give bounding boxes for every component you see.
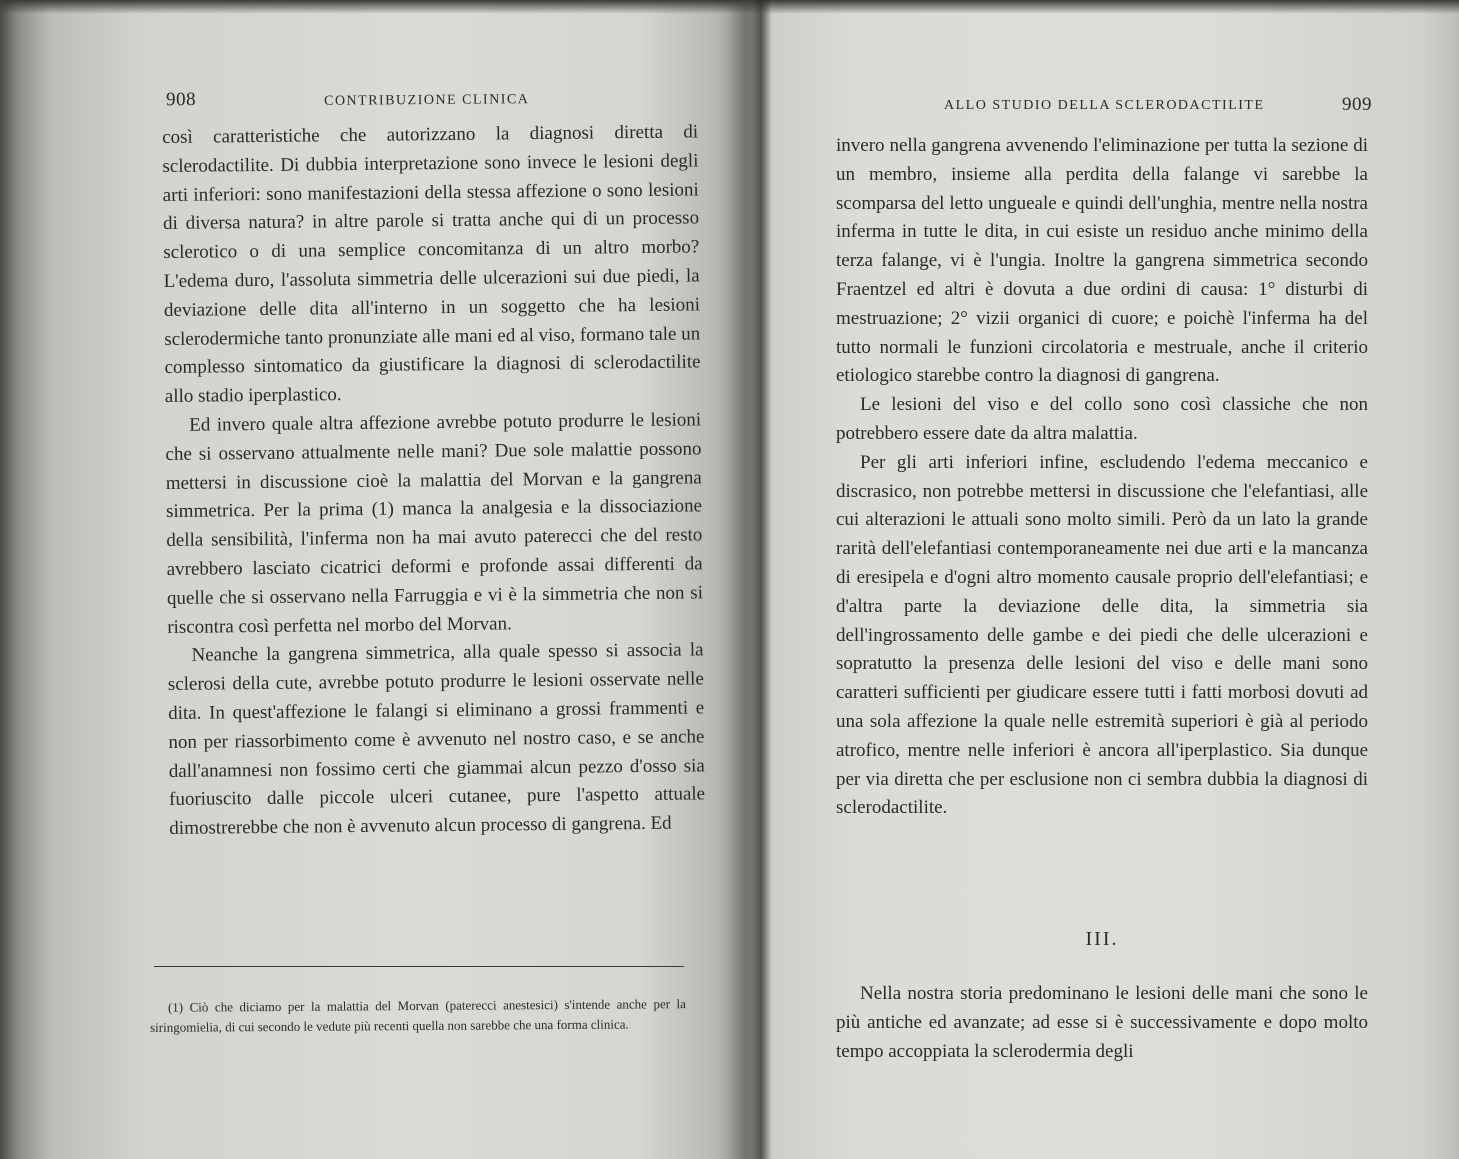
left-body-text xyxy=(162,118,706,843)
left-running-head xyxy=(150,89,710,111)
right-page-number: 909 xyxy=(1342,94,1372,115)
left-running-title: CONTRIBUZIONE CLINICA xyxy=(324,92,530,109)
right-paragraph-1: invero nella gangrena avvenendo l'eliminazione per tutta la sezione di un membro, insieme alla perdita della falange vi sarebbe la scomparsa del letto ungueale e quindi dell'unghia, mentre nella nostra inferma in tutte le dita, in cui esiste un residuo anche minimo della terza falange, vi è l'ungia. Inoltre la gangrena simmetrica secondo Fraentzel ed altri è dovuta a due ordini di causa: 1° disturbi di mestruazione; 2° vizii organici di cuore; e poichè l'inferma ha del tutto normali le funzioni circolatoria e mestruale, anche il criterio etiologico starebbe contro la diagnosi di gangrena. xyxy=(836,135,1368,387)
left-paragraph-3: Neanche la gangrena simmetrica, alla quale spesso si associa la sclerosi della cute, avrebbe potuto produrre le lesioni osservate nelle dita. In quest'affezione le falangi si eliminano a grossi frammenti e non per riassorbimento come è avvenuto nel nostro caso, e se anche dall'anamnesi non fossimo certi che giammai alcun pezzo d'osso sia fuoriuscito dalle piccole ulceri cutanee, pure l'aspetto attuale dimostrerebbe che non è avvenuto alcun processo di gangrena. Ed xyxy=(167,639,706,840)
section-heading: III. xyxy=(1085,928,1119,950)
right-continuation-paragraph: Nella nostra storia predominano le lesioni delle mani che sono le più antiche ed avanzate; ad esse si è successivamente e dopo molto tempo accoppiata la sclerodermia degli xyxy=(836,983,1368,1062)
footnote-rule xyxy=(154,966,684,967)
right-running-title: ALLO STUDIO DELLA SCLERODACTILITE xyxy=(944,98,1265,113)
book-gutter xyxy=(728,0,772,1159)
right-body-text xyxy=(836,132,1368,823)
left-paragraph-1: così caratteristiche che autorizzano la diagnosi diretta di sclerodactilite. Di dubbia interpretazione sono invece le lesioni degli arti inferiori: sono manifestazioni della stessa affezione o sono lesioni di diversa natura? in altre parole si tratta anche qui di un processo sclerotico o di una semplice concomitanza di un altro morbo? L'edema duro, l'assoluta simmetria delle ulcerazioni sui due piedi, la deviazione delle dita all'interno in un soggetto che ha lesioni sclerodermiche tanto pronunziate alle mani ed al viso, formano tale un complesso sintomatico da giustificare la diagnosi di sclerodactilite allo stadio iperplastico. xyxy=(162,121,701,408)
right-paragraph-3: Per gli arti inferiori infine, escludendo l'edema meccanico e discrasico, non potrebbe mettersi in discussione che l'elefantiasi, alle cui alterazioni le attuali sono molto simili. Però da un lato la grande rarità dell'elefantiasi contemporaneamente nei due arti e la mancanza di eresipela e d'ogni altro momento causale proprio dell'elefantiasi; e d'altra parte la deviazione delle dita, la simmetria sia dell'ingrossamento delle gambe e dei piedi che delle ulcerazioni e sopratutto la presenza delle lesioni del viso e delle mani sono caratteri sufficienti per giudicare essere tutti i fatti morbosi dovuti ad una sola affezione la quale nelle estremità superiori è già al periodo atrofico, mentre nelle inferiori è ancora all'iperplastico. Sia dunque per via diretta che per esclusione non ci sembra dubbia la diagnosi di sclerodactilite. xyxy=(836,451,1368,819)
right-paragraph-2: Le lesioni del viso e del collo sono così classiche che non potrebbero essere date da altra malattia. xyxy=(836,394,1368,444)
left-page-number: 908 xyxy=(165,89,197,111)
left-footnote: (1) Ciò che diciamo per la malattia del Morvan (paterecci anestesici) s'intende anche per la siringomielia, di cui secondo le vedute più recenti quella non sarebbe che una forma clinica. xyxy=(150,996,686,1035)
left-paragraph-2: Ed invero quale altra affezione avrebbe potuto produrre le lesioni che si osservano attualmente nelle mani? Due sole malattie possono mettersi in discussione cioè la malattia del Morvan e la gangrena simmetrica. Per la prima (1) manca la analgesia e la dissociazione della sensibilità, l'inferma non ha mai avuto paterecci che del resto avrebbero lasciato cicatrici deformi e profonde assai differenti da quelle che si osservano nella Farruggia e vi è la simmetria che non si riscontra così perfetta nel morbo del Morvan. xyxy=(165,409,704,638)
